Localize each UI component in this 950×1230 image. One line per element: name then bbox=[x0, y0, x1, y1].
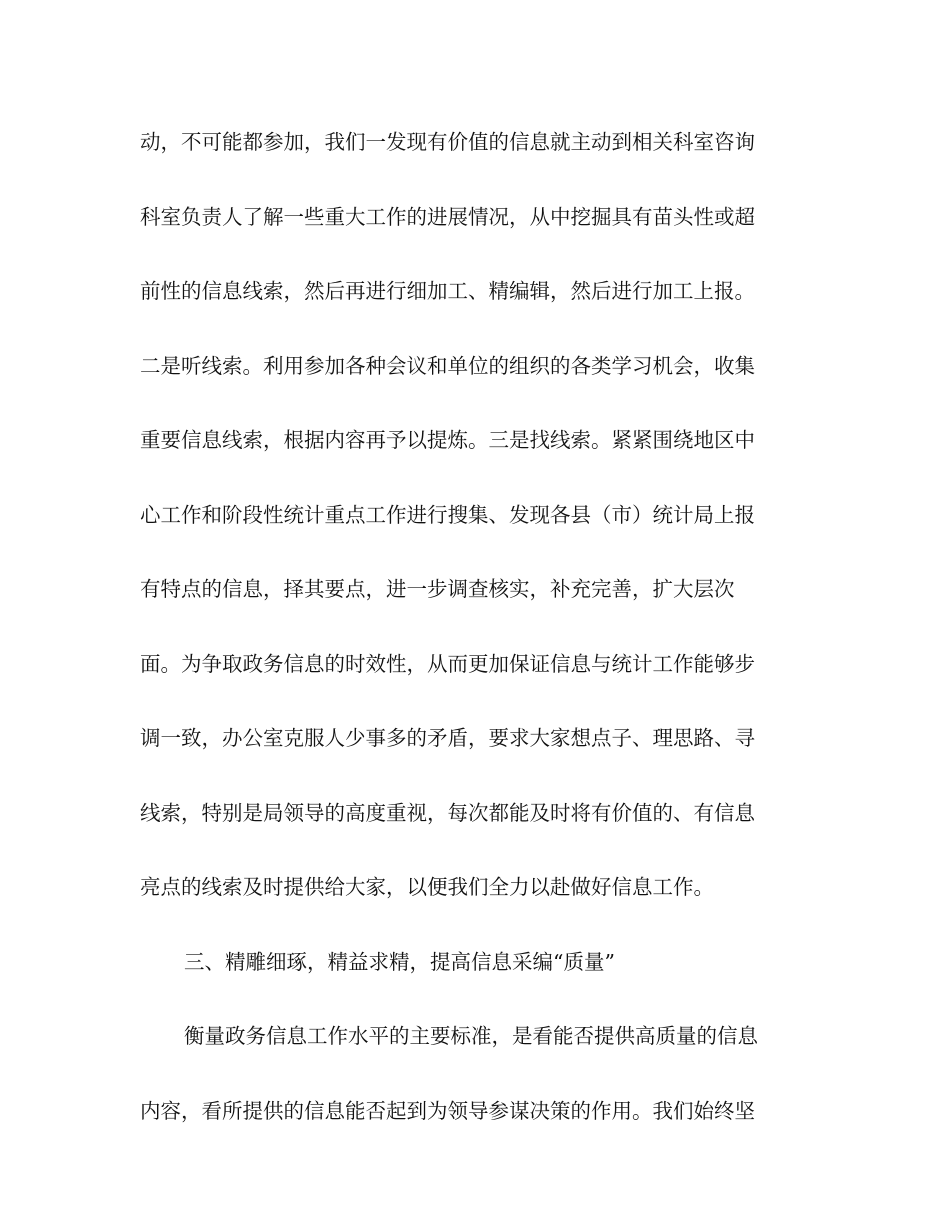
body-text-line: 有特点的信息，择其要点，进一步调查核实，补充完善，扩大层次 bbox=[140, 577, 735, 601]
body-text-line: 内容，看所提供的信息能否起到为领导参谋决策的作用。我们始终坚 bbox=[140, 1099, 755, 1123]
body-text-line: 动，不可能都参加，我们一发现有价值的信息就主动到相关科室咨询 bbox=[140, 130, 755, 154]
body-text-line: 心工作和阶段性统计重点工作进行搜集、发现各县（市）统计局上报 bbox=[140, 503, 755, 527]
paragraph-first-line: 衡量政务信息工作水平的主要标准，是看能否提供高质量的信息 bbox=[184, 1024, 758, 1048]
body-text-line: 科室负责人了解一些重大工作的进展情况，从中挖掘具有苗头性或超 bbox=[140, 205, 755, 229]
body-text-line: 亮点的线索及时提供给大家，以便我们全力以赴做好信息工作。 bbox=[140, 875, 714, 899]
body-text-line: 线索，特别是局领导的高度重视，每次都能及时将有价值的、有信息 bbox=[140, 801, 755, 825]
body-text-line: 二是听线索。利用参加各种会议和单位的组织的各类学习机会，收集 bbox=[140, 354, 755, 378]
body-text-line: 前性的信息线索，然后再进行细加工、精编辑，然后进行加工上报。 bbox=[140, 279, 755, 303]
body-text-line: 调一致，办公室克服人少事多的矛盾，要求大家想点子、理思路、寻 bbox=[140, 726, 755, 750]
body-text-line: 重要信息线索，根据内容再予以提炼。三是找线索。紧紧围绕地区中 bbox=[140, 428, 755, 452]
body-text-line: 面。为争取政务信息的时效性，从而更加保证信息与统计工作能够步 bbox=[140, 652, 755, 676]
section-heading: 三、精雕细琢，精益求精，提高信息采编“质量” bbox=[184, 950, 615, 974]
